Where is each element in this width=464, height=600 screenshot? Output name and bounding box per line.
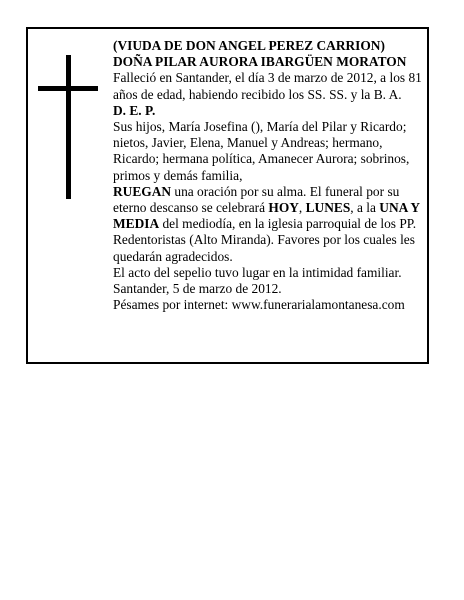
cross-horizontal-bar bbox=[38, 86, 98, 91]
cross-vertical-bar bbox=[66, 55, 71, 199]
comma-text: , bbox=[298, 200, 306, 216]
funeral-paragraph bbox=[113, 184, 425, 265]
dep-line: D. E. P. bbox=[113, 102, 156, 118]
funeral-text-3: del mediodía, en la iglesia parroquial de los PP. Redentoristas (Alto Miranda). Favores por los cuales les quedarán agradecidos. bbox=[113, 216, 417, 264]
date-line: Santander, 5 de marzo de 2012. bbox=[113, 281, 282, 297]
ruegan-text: RUEGAN bbox=[113, 183, 172, 199]
lunes-text: LUNES bbox=[305, 200, 351, 216]
obituary-notice bbox=[26, 27, 429, 364]
funeral-text-2: , a la bbox=[350, 200, 380, 216]
una-y-media-text: UNA Y MEDIA bbox=[113, 200, 420, 232]
deceased-name: DOÑA PILAR AURORA IBARGÜEN MORATON bbox=[113, 54, 407, 70]
cross-icon bbox=[38, 55, 98, 199]
death-info: Falleció en Santander, el día 3 de marzo de 2012, a los 81 años de edad, habiendo recibido los SS. SS. y la B. A. bbox=[113, 70, 422, 102]
funeral-text-1: una oración por su alma. El funeral por su eterno descanso se celebrará bbox=[113, 183, 400, 216]
obituary-text bbox=[113, 38, 425, 313]
hoy-text: HOY bbox=[268, 200, 299, 216]
condolences-line: Pésames por internet: www.funerarialamontanesa.com bbox=[113, 297, 405, 313]
widow-line: (VIUDA DE DON ANGEL PEREZ CARRION) bbox=[113, 38, 385, 53]
family-paragraph: Sus hijos, María Josefina (), María del Pilar y Ricardo; nietos, Javier, Elena, Manuel y Andreas; hermano, Ricardo; hermana política, Amanecer Aurora; sobrinos, primos y demás familia, bbox=[113, 119, 410, 183]
burial-line: El acto del sepelio tuvo lugar en la intimidad familiar. bbox=[113, 264, 402, 280]
